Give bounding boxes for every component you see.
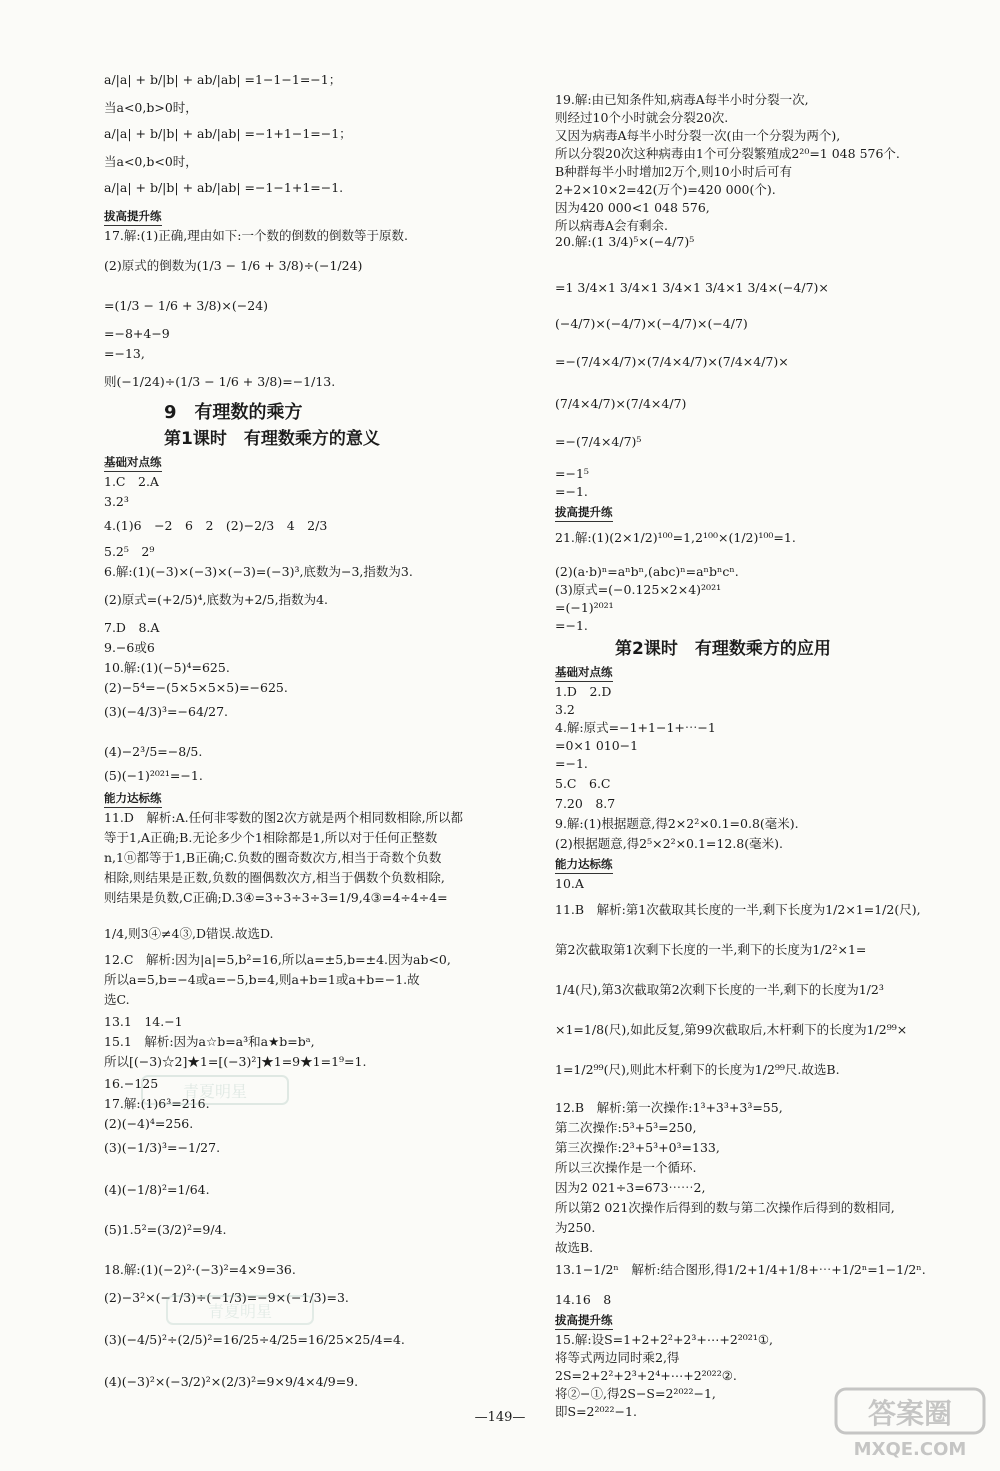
section-label: 拔高提升练 — [104, 208, 162, 226]
text-line: (5)(−1)²⁰²¹=−1. — [104, 768, 203, 783]
text-line: 15.解:设S=1+2+2²+2³+⋯+2²⁰²¹①, — [555, 1332, 774, 1347]
text-line: =1 3/4×1 3/4×1 3/4×1 3/4×1 3/4×(−4/7)× — [555, 280, 829, 295]
text-line: (7/4×4/7)×(7/4×4/7) — [555, 396, 687, 411]
text-line: (5)1.5²=(3/2)²=9/4. — [104, 1222, 227, 1237]
text-line: 故选B. — [555, 1240, 594, 1255]
text-line: (2)原式=(+2/5)⁴,底数为+2/5,指数为4. — [104, 592, 328, 607]
text-line: 5.C 6.C — [555, 776, 611, 791]
heading: 9 有理数的乘方 — [164, 402, 303, 423]
text-line: a/|a| + b/|b| + ab/|ab| =1−1−1=−1； — [104, 72, 342, 87]
text-line: a/|a| + b/|b| + ab/|ab| =−1+1−1=−1； — [104, 126, 352, 141]
stamp-text: 答案圈 — [867, 1397, 953, 1430]
section-label: 基础对点练 — [104, 454, 162, 472]
text-line: 所以a=5,b=−4或a=−5,b=4,则a+b=1或a+b=−1.故 — [104, 972, 420, 987]
text-line: =(−1)²⁰²¹ — [555, 600, 614, 615]
text-line: 所以病毒A会有剩余. — [555, 218, 669, 233]
text-line: 1/4(尺),第3次截取第2次剩下长度的一半,剩下的长度为1/2³ — [555, 982, 884, 997]
text-line: 则结果是负数,C正确;D.3④=3÷3÷3÷3=1/9,4③=4÷4÷4= — [104, 890, 448, 905]
text-line: 等于1,A正确;B.无论多少个1相除都是1,所以对于任何正整数 — [104, 830, 438, 845]
text-line: ×1=1/8(尺),如此反复,第99次截取后,木杆剩下的长度为1/2⁹⁹× — [555, 1022, 908, 1037]
text-line: 11.B 解析:第1次截取其长度的一半,剩下长度为1/2×1=1/2(尺), — [555, 902, 921, 917]
text-line: (2)−5⁴=−(5×5×5×5)=−625. — [104, 680, 288, 695]
text-line: 9.−6或6 — [104, 640, 155, 655]
text-line: =−1. — [555, 484, 588, 499]
text-line: 7.D 8.A — [104, 620, 160, 635]
text-line: 所以分裂20次这种病毒由1个可分裂繁殖成2²⁰=1 048 576个. — [555, 146, 900, 161]
text-line: 17.解:(1)6³=216. — [104, 1096, 210, 1111]
text-line: (2)原式的倒数为(1/3 − 1/6 + 3/8)÷(−1/24) — [104, 258, 363, 273]
text-line: 17.解:(1)正确,理由如下:一个数的倒数的倒数等于原数. — [104, 228, 408, 243]
text-line: 第2次截取第1次剩下长度的一半,剩下的长度为1/2²×1= — [555, 942, 867, 957]
text-line: (4)(−1/8)²=1/64. — [104, 1182, 210, 1197]
text-line: 则经过10个小时就会分裂20次. — [555, 110, 729, 125]
text-line: 13.1−1/2ⁿ 解析:结合图形,得1/2+1/4+1/8+⋯+1/2ⁿ=1−1/2ⁿ. — [555, 1262, 926, 1277]
section-label: 拔高提升练 — [555, 504, 613, 522]
section-label: 能力达标练 — [555, 856, 613, 874]
heading: 第1课时 有理数乘方的意义 — [164, 429, 380, 449]
text-line: a/|a| + b/|b| + ab/|ab| =−1−1+1=−1. — [104, 180, 344, 195]
text-line: 10.A — [555, 876, 584, 891]
section-label: 能力达标练 — [104, 790, 162, 808]
text-line: (4)(−3)²×(−3/2)²×(2/3)²=9×9/4×4/9=9. — [104, 1374, 359, 1389]
watermark-logo-2 — [165, 1290, 315, 1330]
text-line: 10.解:(1)(−5)⁴=625. — [104, 660, 230, 675]
text-line: (2)−3²×(−1/3)÷(−1/3)=−9×(−1/3)=3. — [104, 1290, 349, 1305]
text-line: 20.解:(1 3/4)⁵×(−4/7)⁵ — [555, 234, 695, 249]
text-line: 则(−1/24)÷(1/3 − 1/6 + 3/8)=−1/13. — [104, 374, 336, 389]
text-line: 1=1/2⁹⁹(尺),则此木杆剩下的长度为1/2⁹⁹尺.故选B. — [555, 1062, 840, 1077]
text-line: 21.解:(1)(2×1/2)¹⁰⁰=1,2¹⁰⁰×(1/2)¹⁰⁰=1. — [555, 530, 796, 545]
text-line: 3.2 — [555, 702, 575, 717]
text-line: 16.−125 — [104, 1076, 159, 1091]
text-line: =(1/3 − 1/6 + 3/8)×(−24) — [104, 298, 269, 313]
text-line: (3)(−1/3)³=−1/27. — [104, 1140, 221, 1155]
text-line: =−(7/4×4/7)×(7/4×4/7)×(7/4×4/7)× — [555, 354, 789, 369]
text-line: 1/4,则3④≠4③,D错误.故选D. — [104, 926, 274, 941]
text-line: 所以三次操作是一个循环. — [555, 1160, 697, 1175]
text-line: 当a<0,b<0时， — [104, 154, 198, 169]
text-line: =−1. — [555, 756, 588, 771]
text-line: =0×1 010−1 — [555, 738, 639, 753]
text-line: 将等式两边同时乘2,得 — [555, 1350, 680, 1365]
section-label: 拔高提升练 — [555, 1312, 613, 1330]
text-line: =−8+4−9 — [104, 326, 170, 341]
text-line: 1.D 2.D — [555, 684, 612, 699]
text-line: 4.(1)6 −2 6 2 (2)−2/3 4 2/3 — [104, 518, 328, 533]
text-line: 11.D 解析:A.任何非零数的图2次方就是两个相同数相除,所以都 — [104, 810, 464, 825]
text-line: =−1⁵ — [555, 466, 589, 481]
text-line: 4.解:原式=−1+1−1+⋯−1 — [555, 720, 716, 735]
text-line: =−13, — [104, 346, 145, 361]
text-line: 19.解:由已知条件知,病毒A每半小时分裂一次, — [555, 92, 809, 107]
text-line: 选C. — [104, 992, 130, 1007]
text-line: 因为420 000<1 048 576, — [555, 200, 710, 215]
text-line: (2)(−4)⁴=256. — [104, 1116, 194, 1131]
text-line: 所以[(−3)☆2]★1=[(−3)²]★1=9★1=1⁹=1. — [104, 1054, 367, 1069]
text-line: =−(7/4×4/7)⁵ — [555, 434, 642, 449]
text-line: 12.C 解析:因为|a|=5,b²=16,所以a=±5,b=±4.因为ab<0, — [104, 952, 451, 967]
watermark-text: 青夏明星 — [182, 1082, 248, 1101]
heading: 第2课时 有理数乘方的应用 — [615, 639, 831, 659]
text-line: 3.2³ — [104, 494, 129, 509]
text-line: =−1. — [555, 618, 588, 633]
text-line: 9.解:(1)根据题意,得2×2²×0.1=0.8(毫米). — [555, 816, 799, 831]
text-line: 为250. — [555, 1220, 596, 1235]
section-label: 基础对点练 — [555, 664, 613, 682]
text-line: (4)−2³/5=−8/5. — [104, 744, 203, 759]
text-line: 第二次操作:5³+5³=250, — [555, 1120, 697, 1135]
text-line: 将②−①,得2S−S=2²⁰²²−1, — [555, 1386, 716, 1401]
text-line: 即S=2²⁰²²−1. — [555, 1404, 637, 1419]
text-line: (3)(−4/5)²÷(2/5)²=16/25÷4/25=16/25×25/4=4. — [104, 1332, 405, 1347]
text-line: 5.2⁵ 2⁹ — [104, 544, 155, 559]
site-stamp-logo — [830, 1385, 990, 1463]
text-line: 7.20 8.7 — [555, 796, 616, 811]
text-line: 14.16 8 — [555, 1292, 612, 1307]
text-line: (3)原式=(−0.125×2×4)²⁰²¹ — [555, 582, 722, 597]
text-line: 当a<0,b>0时， — [104, 100, 198, 115]
text-line: (2)(a·b)ⁿ=aⁿbⁿ,(abc)ⁿ=aⁿbⁿcⁿ. — [555, 564, 739, 579]
text-line: 因为2 021÷3=673⋯⋯2, — [555, 1180, 706, 1195]
stamp-url: MXQE.COM — [853, 1439, 967, 1460]
watermark-text-2: 青夏明星 — [207, 1302, 273, 1321]
text-line: 6.解:(1)(−3)×(−3)×(−3)=(−3)³,底数为−3,指数为3. — [104, 564, 413, 579]
text-line: 第三次操作:2³+5³+0³=133, — [555, 1140, 720, 1155]
text-line: 1.C 2.A — [104, 474, 159, 489]
watermark-logo — [140, 1070, 290, 1110]
right-column — [545, 0, 1000, 1471]
text-line: 2S=2+2²+2³+2⁴+⋯+2²⁰²²②. — [555, 1368, 737, 1383]
text-line: 13.1 14.−1 — [104, 1014, 183, 1029]
text-line: 15.1 解析:因为a☆b=a³和a★b=bᵃ, — [104, 1034, 315, 1049]
text-line: 2+2×10×2=42(万个)=420 000(个). — [555, 182, 776, 197]
page-number: —149— — [474, 1410, 526, 1425]
text-line: 12.B 解析:第一次操作:1³+3³+3³=55, — [555, 1100, 783, 1115]
text-line: (−4/7)×(−4/7)×(−4/7)×(−4/7) — [555, 316, 748, 331]
text-line: 所以第2 021次操作后得到的数与第二次操作后得到的数相同, — [555, 1200, 895, 1215]
text-line: 相除,则结果是正数,负数的圈偶数次方,相当于偶数个负数相除, — [104, 870, 445, 885]
text-line: 又因为病毒A每半小时分裂一次(由一个分裂为两个), — [555, 128, 841, 143]
text-line: 18.解:(1)(−2)²·(−3)²=4×9=36. — [104, 1262, 296, 1277]
text-line: n,1ⓝ都等于1,B正确;C.负数的圈奇数次方,相当于奇数个负数 — [104, 850, 442, 865]
text-line: (2)根据题意,得2⁵×2²×0.1=12.8(毫米). — [555, 836, 783, 851]
text-line: (3)(−4/3)³=−64/27. — [104, 704, 229, 719]
text-line: B种群每半小时增加2万个,则10小时后可有 — [555, 164, 793, 179]
